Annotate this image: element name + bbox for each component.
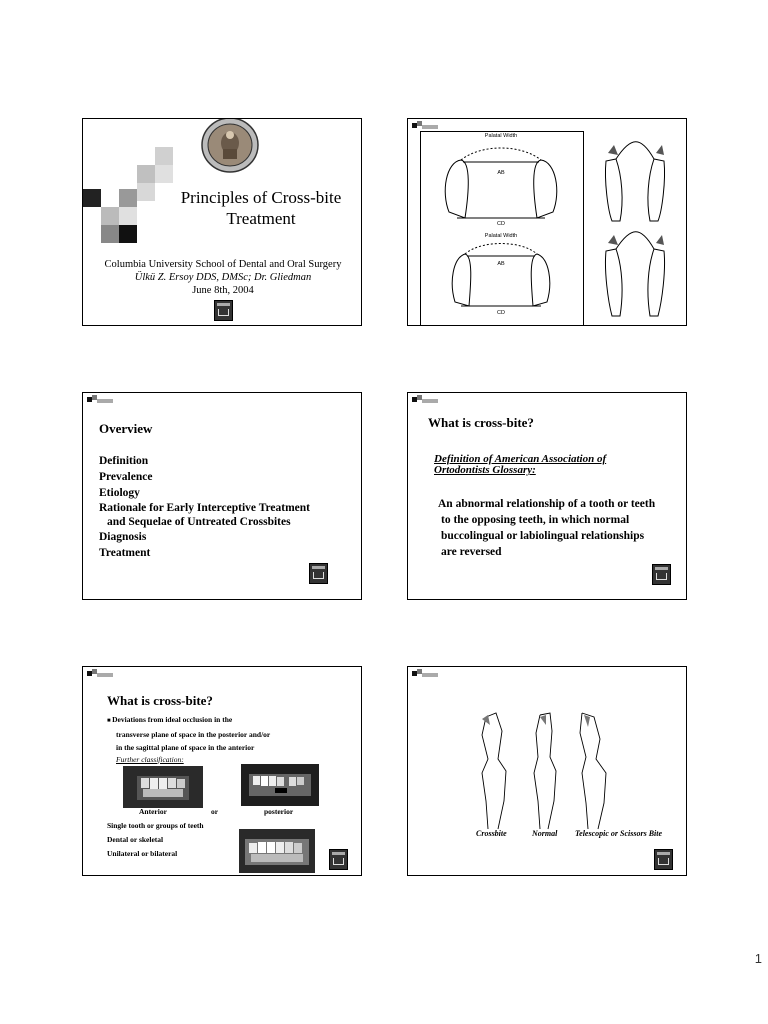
label-cd-bottom: CD (497, 310, 505, 316)
label-ab-mid: AB (497, 261, 505, 267)
list-item: Dental or skeletal (107, 835, 164, 844)
slide-definition (407, 392, 687, 600)
further-classification: Further classification: (116, 755, 184, 764)
definition-source-line: Ortodontists Glossary: (434, 464, 536, 476)
columbia-250-badge (309, 563, 328, 584)
caption-crossbite: Crossbite (476, 829, 507, 838)
palatal-width-diagram (420, 131, 584, 326)
list-item: Diagnosis (99, 531, 147, 543)
definition-source-line: Definition of American Association of (434, 453, 607, 465)
slide-title (82, 118, 362, 326)
classification-heading: What is cross-bite? (107, 693, 213, 708)
bite-type-tooth-diagram (468, 711, 638, 831)
posterior-label: posterior (264, 807, 294, 816)
definition-line: buccolingual or labiolingual relationships (441, 530, 645, 542)
list-item: and Sequelae of Untreated Crossbites (107, 516, 291, 528)
slide-palatal-width (407, 118, 687, 326)
overview-list (99, 453, 310, 561)
label-cd-top: CD (497, 221, 505, 227)
university-seal-logo (201, 118, 259, 173)
columbia-250-badge (652, 564, 671, 585)
checker-decoration (83, 119, 173, 249)
list-item: Definition (99, 455, 149, 467)
slide-bite-types (407, 666, 687, 876)
bullet-line-text: Deviations from ideal occlusion in the (112, 715, 233, 724)
authors: Ülkü Z. Ersoy DDS, DMSc; Dr. Gliedman (134, 272, 312, 283)
definition-heading: What is cross-bite? (428, 415, 534, 430)
unilateral-crossbite-photo (239, 829, 315, 873)
corner-decoration (412, 395, 438, 409)
caption-normal: Normal (532, 829, 558, 838)
classification-bullet (107, 713, 270, 754)
columbia-250-badge (654, 849, 673, 870)
tooth-arch-drawing (586, 131, 686, 325)
label-palatal-width-top: Palatal Width (484, 133, 518, 139)
corner-decoration (412, 669, 438, 683)
columbia-250-badge (214, 300, 233, 321)
school-name: Columbia University School of Dental and Oral Surgery (104, 259, 342, 270)
list-item: Treatment (99, 547, 151, 559)
classification-list (107, 819, 204, 861)
bullet-line: in the sagittal plane of space in the anterior (116, 743, 255, 752)
slide-classification (82, 666, 362, 876)
list-item: Rationale for Early Interceptive Treatment (99, 502, 311, 514)
definition-body (438, 496, 655, 560)
columbia-250-badge (329, 849, 348, 870)
label-palatal-width-mid: Palatal Width (484, 233, 518, 239)
presentation-date: June 8th, 2004 (192, 285, 254, 296)
bullet-line: ■ Deviations from ideal occlusion in the (107, 715, 233, 724)
list-item: Unilateral or bilateral (107, 849, 178, 858)
anterior-label: Anterior (139, 807, 167, 816)
list-item: Single tooth or groups of teeth (107, 821, 204, 830)
bullet-line: transverse plane of space in the posterior and/or (116, 730, 271, 739)
definition-source (434, 454, 606, 476)
definition-line: An abnormal relationship of a tooth or teeth (438, 498, 656, 510)
corner-decoration (87, 395, 113, 409)
label-ab-top: AB (497, 170, 505, 176)
or-label: or (211, 807, 219, 816)
posterior-crossbite-photo (241, 764, 319, 806)
corner-decoration (87, 669, 113, 683)
slide-overview (82, 392, 362, 600)
slide-title-heading: Principles of Cross-bite Treatment (180, 188, 342, 228)
list-item: Prevalence (99, 471, 153, 483)
list-item: Etiology (99, 487, 140, 499)
definition-line: are reversed (441, 546, 502, 558)
page-number: 1 (754, 951, 762, 966)
anterior-crossbite-photo (123, 766, 203, 808)
definition-line: to the opposing teeth, in which normal (441, 514, 630, 526)
caption-scissors-bite: Telescopic or Scissors Bite (575, 829, 663, 838)
overview-heading: Overview (99, 421, 153, 436)
